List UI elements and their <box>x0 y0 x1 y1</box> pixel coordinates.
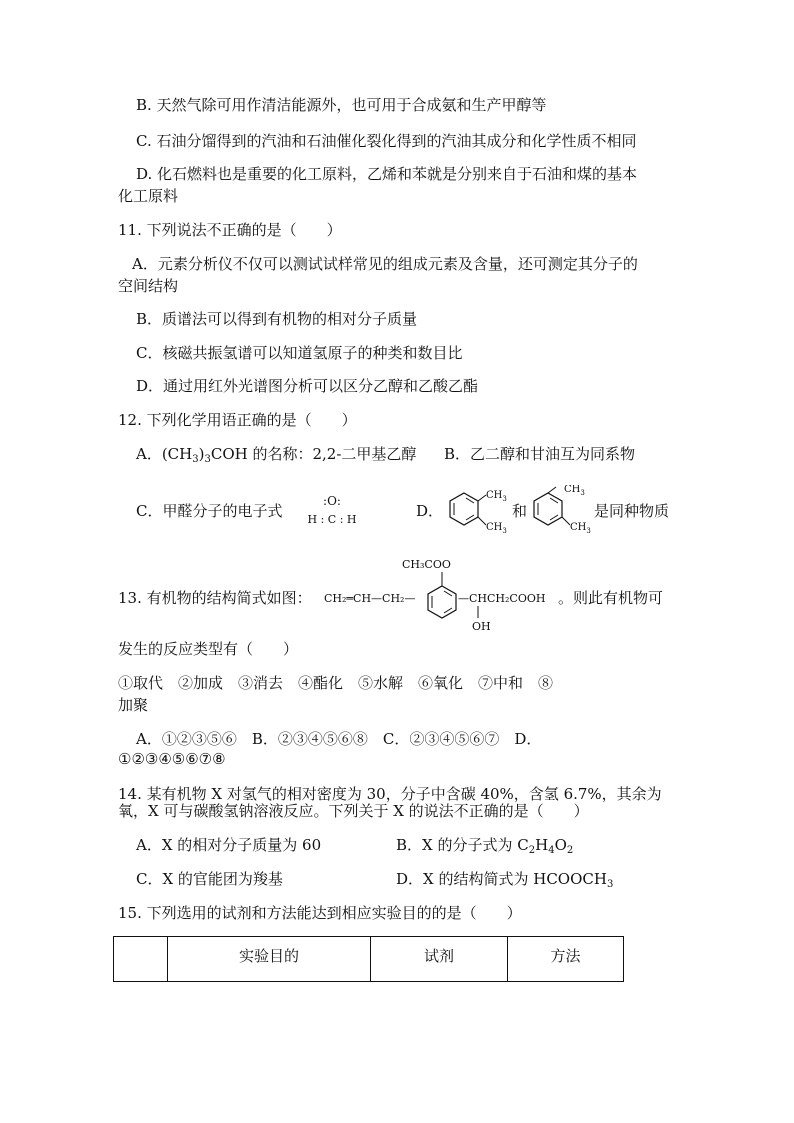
q14-option-d: D．X 的结构简式为 $HCOOCH_3$ <box>396 870 614 890</box>
q14-option-a: A．X 的相对分子质量为 60 <box>136 836 322 854</box>
q12-and: 和 <box>512 502 528 520</box>
xylene-structure-1 <box>444 485 512 535</box>
lewis-hch-row: H : C : H <box>307 513 357 526</box>
svg-text:CH3: $CH_3$ <box>564 485 585 497</box>
q13-options: A．①②③⑤⑥ B．②③④⑤⑥⑧ C．②③④⑤⑥⑦ D． <box>136 730 542 748</box>
q11-option-a-line2: 空间结构 <box>118 277 179 295</box>
q11-option-a-line1: A．元素分析仪不仅可以测试试样常见的组成元素及含量，还可测定其分子的 <box>132 255 638 273</box>
q13-stem-end: 。则此有机物可 <box>558 589 664 607</box>
q10-option-d-line1: D. 化石燃料也是重要的化工原料，乙烯和苯就是分别来自于石油和煤的基本 <box>136 165 638 183</box>
q11-option-b: B．质谱法可以得到有机物的相对分子质量 <box>136 310 418 328</box>
q14-stem-line1: 14. 某有机物 X 对氢气的相对密度为 30，分子中含碳 40%，含氢 6.7%，其余为 <box>118 785 662 803</box>
q13-option-d: ①②③④⑤⑥⑦⑧ <box>118 750 226 768</box>
q15-stem: 15. 下列选用的试剂和方法能达到相应实验目的的是（ ） <box>118 904 522 922</box>
q15-table-header-row <box>114 937 624 982</box>
q12-option-a: A．$(CH_3)_3COH$ 的名称：2,2-二甲基乙醇 <box>136 445 417 465</box>
struct-allyl: CH₂═CH—CH₂— <box>324 592 416 605</box>
q11-option-c: C．核磁共振氢谱可以知道氢原子的种类和数目比 <box>136 344 463 362</box>
q12-option-c: C．甲醛分子的电子式 <box>136 502 283 520</box>
q14-stem-line2: 氧，X 可与碳酸氢钠溶液反应。下列关于 X 的说法不正确的是（ ） <box>118 802 589 820</box>
q12-option-d-end: 是同种物质 <box>594 502 670 520</box>
q13-stem-start: 13. 有机物的结构简式如图： <box>118 589 312 607</box>
q10-option-c: C. 石油分馏得到的汽油和石油催化裂化得到的汽油其成分和化学性质不相同 <box>136 132 637 150</box>
q15-header-reagent: 试剂 <box>371 937 508 982</box>
q12-option-b: B．乙二醇和甘油互为同系物 <box>444 445 636 463</box>
q15-header-method: 方法 <box>508 937 624 982</box>
struct-acetoxy: CH₃COO <box>402 558 451 571</box>
struct-hydroxyl: OH <box>472 620 491 633</box>
struct-side-chain: —CHCH₂COOH <box>458 592 546 605</box>
q13-stem-line2: 发生的反应类型有（ ） <box>118 640 299 658</box>
q15-header-index <box>114 937 168 982</box>
q13-reaction-types: ①取代 ②加成 ③消去 ④酯化 ⑤水解 ⑥氧化 ⑦中和 ⑧ <box>118 674 554 692</box>
q14-option-b: B．X 的分子式为 $C_2H_4O_2$ <box>396 836 574 856</box>
q13-structure-formula <box>322 552 558 636</box>
q11-option-d: D．通过用红外光谱图分析可以区分乙醇和乙酸乙酯 <box>136 377 479 395</box>
q15-header-purpose: 实验目的 <box>168 937 371 982</box>
q10-option-d-line2: 化工原料 <box>118 187 179 205</box>
svg-text:CH3: $CH_3$ <box>570 522 591 535</box>
q10-option-b: B. 天然气除可用作清洁能源外，也可用于合成氨和生产甲醇等 <box>136 96 547 114</box>
q12-stem: 12. 下列化学用语正确的是（ ） <box>118 411 357 429</box>
q15-table <box>113 936 624 982</box>
q12-option-d: D． <box>416 502 444 520</box>
svg-text:CH3: $CH_3$ <box>486 522 507 535</box>
formaldehyde-electron-formula <box>300 490 364 530</box>
xylene-structure-2 <box>528 485 594 535</box>
q11-stem: 11. 下列说法不正确的是（ ） <box>118 221 342 239</box>
lewis-oxygen-row: :O: <box>323 494 341 508</box>
q13-reaction-types-line2: 加聚 <box>118 696 149 714</box>
svg-text:CH3: $CH_3$ <box>486 490 507 503</box>
q14-option-c: C．X 的官能团为羧基 <box>136 870 283 888</box>
